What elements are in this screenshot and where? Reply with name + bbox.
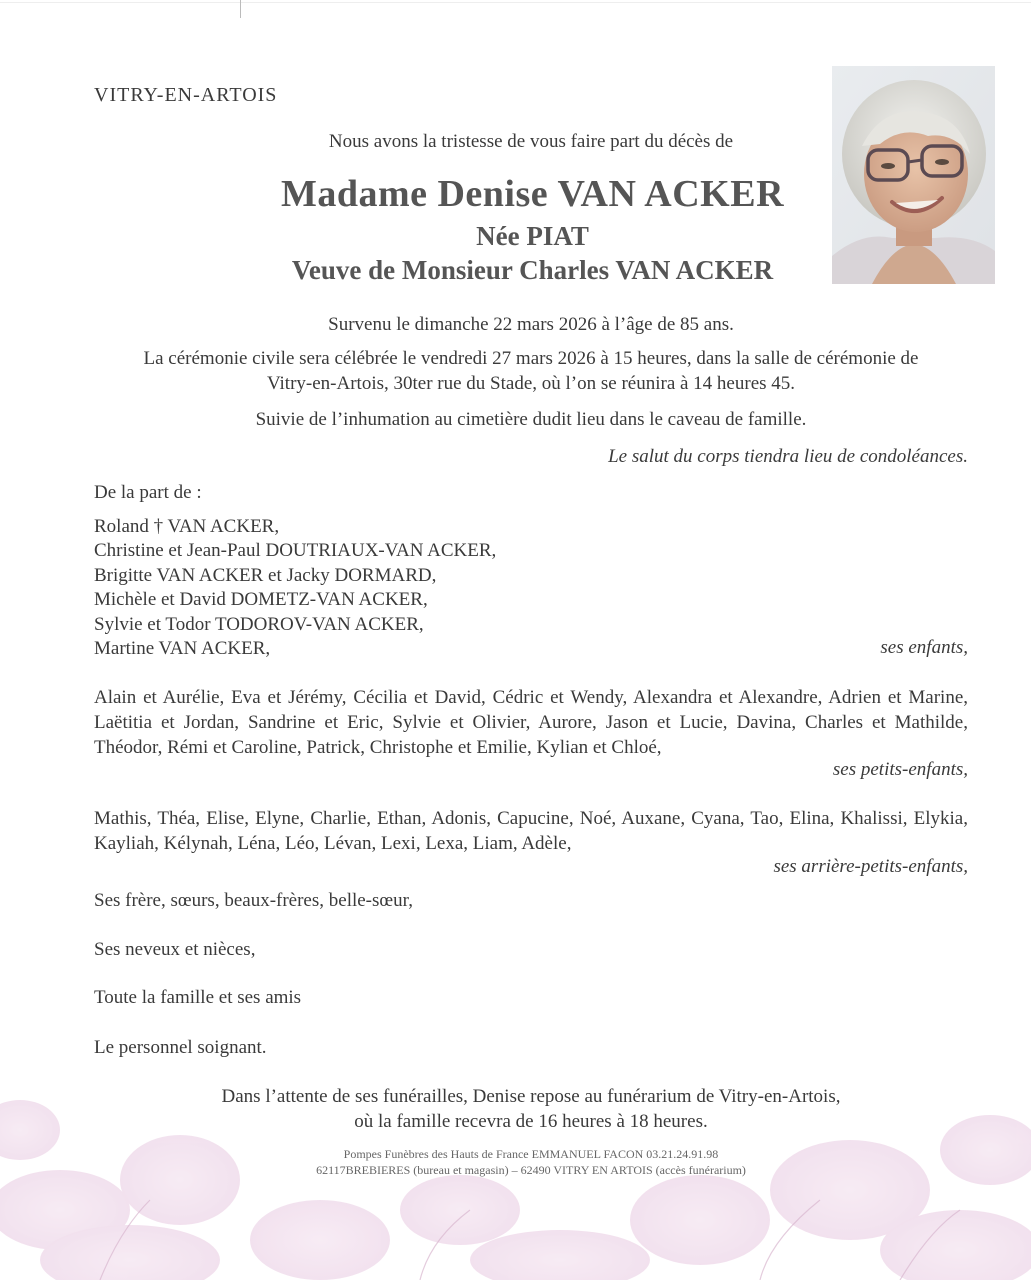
list-item: Christine et Jean-Paul DOUTRIAUX-VAN ACKER, <box>94 540 497 562</box>
town-heading: VITRY-EN-ARTOIS <box>94 84 278 106</box>
maiden-name: Née PIAT <box>476 221 589 251</box>
death-date-text: Survenu le dimanche 22 mars 2026 à l’âge de 85 ans. <box>328 314 734 335</box>
list-item: Roland † VAN ACKER, <box>94 516 280 537</box>
scan-mark <box>240 0 241 18</box>
care-staff-text: Le personnel soignant. <box>94 1037 267 1058</box>
burial-text: Suivie de l’inhumation au cimetière dudit lieu dans le caveau de famille. <box>255 409 807 430</box>
great-grandchildren-text: Mathis, Théa, Elise, Elyne, Charlie, Ethan, Adonis, Capucine, Noé, Auxane, Cyana, Tao, Elina, Khalissi, Elykia, Kayliah, Kélynah, Léna, Léo, Lévan, Lexi, Lexa, Liam, Adèle, <box>94 808 968 854</box>
family-text: Toute la famille et ses amis <box>94 987 302 1008</box>
ceremony-line-2: Vitry-en-Artois, 30ter rue du Stade, où l’on se réunira à 14 heures 45. <box>266 373 796 394</box>
role-children: ses enfants, <box>880 637 968 658</box>
scan-edge <box>0 2 1031 3</box>
funeral-director-line-2: 62117BREBIERES (bureau et magasin) – 62490 VITRY EN ARTOIS (accès funérarium) <box>316 1163 746 1177</box>
ceremony-line-1: La cérémonie civile sera célébrée le vendredi 27 mars 2026 à 15 heures, dans la salle de cérémonie de <box>143 348 919 369</box>
nephews-text: Ses neveux et nièces, <box>94 939 256 960</box>
portrait-photo <box>832 66 995 284</box>
funeral-director-line-1: Pompes Funèbres des Hauts de France EMMANUEL FACON 03.21.24.91.98 <box>343 1147 719 1161</box>
condolences-note: Le salut du corps tiendra lieu de condoléances. <box>608 446 968 467</box>
list-item: Brigitte VAN ACKER et Jacky DORMARD, <box>94 564 437 586</box>
widow-of: Veuve de Monsieur Charles VAN ACKER <box>291 255 774 285</box>
funeral-home-text <box>0 1084 1031 1134</box>
list-item: Martine VAN ACKER, <box>94 638 271 660</box>
role-great-grandchildren: ses arrière-petits-enfants, <box>773 856 968 877</box>
ceremony-text <box>60 346 1002 396</box>
grandchildren-text: Alain et Aurélie, Eva et Jérémy, Cécilia et David, Cédric et Wendy, Alexandra et Alexandre, Adrien et Marine, Laëtitia et Jordan, Sandrine et Eric, Sylvie et Olivier, Aurore, Jason et Lucie, Davina, Charles et Mathilde, Théodor, Rémi et Caroline, Patrick, Christophe et Emilie, Kylian et Chloé, <box>94 687 968 758</box>
funeral-home-line-2: où la famille recevra de 16 heures à 18 heures. <box>354 1111 708 1132</box>
funeral-home-line-1: Dans l’attente de ses funérailles, Denise repose au funérarium de Vitry-en-Artois, <box>221 1086 841 1107</box>
list-item: Sylvie et Todor TODOROV-VAN ACKER, <box>94 613 424 635</box>
siblings-text: Ses frère, sœurs, beaux-frères, belle-sœur, <box>94 890 413 911</box>
intro-text: Nous avons la tristesse de vous faire part du décès de <box>328 131 734 152</box>
from-label: De la part de : <box>94 482 202 503</box>
children-list <box>94 515 496 661</box>
deceased-name: Madame Denise VAN ACKER <box>280 173 785 215</box>
list-item: Michèle et David DOMETZ-VAN ACKER, <box>94 589 428 611</box>
role-grandchildren: ses petits-enfants, <box>832 759 968 780</box>
